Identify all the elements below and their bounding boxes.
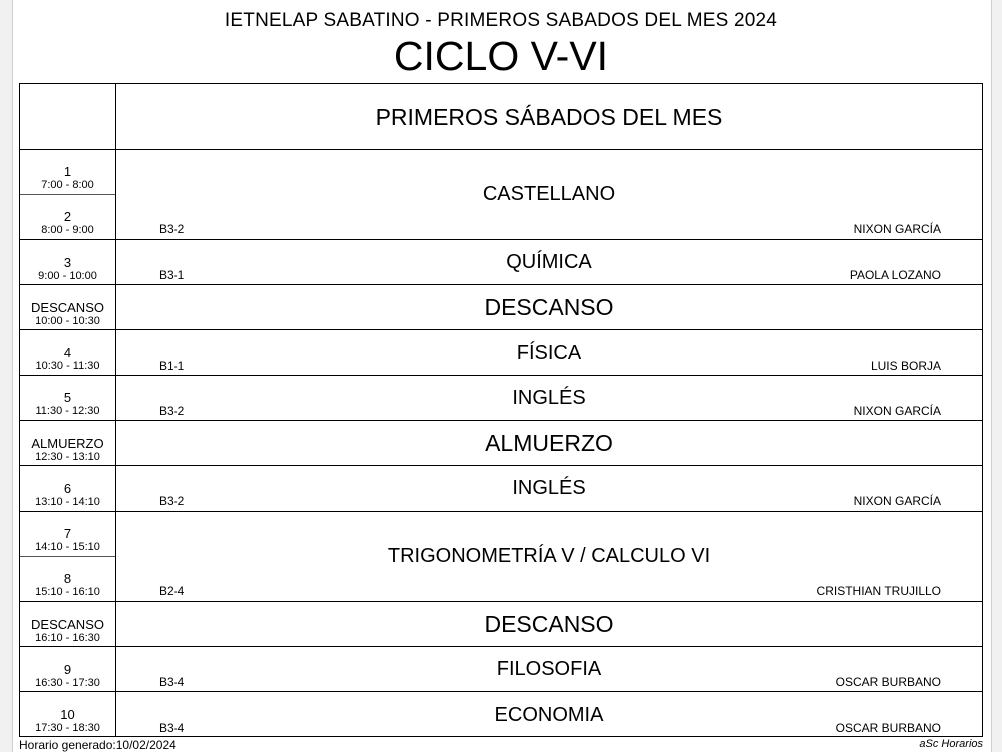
period-cell bbox=[20, 572, 115, 598]
period-label: DESCANSO bbox=[31, 617, 104, 632]
lunch-label: ALMUERZO bbox=[485, 430, 613, 456]
period-label: 5 bbox=[63, 390, 72, 405]
page-subtitle: IETNELAP SABATINO - PRIMEROS SABADOS DEL MES 2024 bbox=[224, 10, 778, 31]
period-time: 11:30 - 12:30 bbox=[35, 405, 100, 417]
period-cell bbox=[20, 210, 115, 236]
period-cell bbox=[20, 708, 115, 734]
period-label: 4 bbox=[63, 345, 72, 360]
period-divider bbox=[20, 194, 115, 195]
break-label: DESCANSO bbox=[484, 611, 614, 637]
lesson-subject: CASTELLANO bbox=[482, 183, 616, 205]
row-divider bbox=[20, 511, 982, 512]
lesson-subject: ECONOMIA bbox=[494, 704, 604, 726]
software-brand: aSc Horarios bbox=[919, 738, 983, 750]
period-cell bbox=[20, 165, 115, 191]
lesson-subject: INGLÉS bbox=[512, 387, 586, 409]
period-cell bbox=[20, 663, 115, 689]
period-label: 3 bbox=[63, 255, 72, 270]
period-cell bbox=[20, 527, 115, 553]
period-label: 7 bbox=[63, 526, 72, 541]
period-label: ALMUERZO bbox=[31, 436, 104, 451]
period-label: 10 bbox=[60, 707, 75, 722]
break-label: DESCANSO bbox=[484, 294, 614, 320]
period-time: 14:10 - 15:10 bbox=[35, 541, 100, 553]
period-cell bbox=[20, 301, 115, 327]
lesson-room: B3-2 bbox=[159, 404, 185, 418]
period-label: DESCANSO bbox=[31, 300, 104, 315]
lesson-subject: TRIGONOMETRÍA V / CALCULO VI bbox=[387, 545, 711, 567]
period-label: 1 bbox=[63, 164, 72, 179]
row-divider bbox=[20, 465, 982, 466]
period-time: 10:00 - 10:30 bbox=[35, 315, 100, 327]
period-label: 2 bbox=[63, 209, 72, 224]
lesson-room: B1-1 bbox=[159, 359, 185, 373]
period-cell bbox=[20, 346, 115, 372]
row-divider bbox=[20, 420, 982, 421]
period-time: 9:00 - 10:00 bbox=[38, 270, 97, 282]
lesson-subject: INGLÉS bbox=[512, 477, 586, 499]
period-time: 13:10 - 14:10 bbox=[35, 496, 100, 508]
period-cell bbox=[20, 618, 115, 644]
column-divider bbox=[115, 84, 116, 736]
lesson-room: B3-1 bbox=[159, 268, 185, 282]
lesson-teacher: PAOLA LOZANO bbox=[849, 268, 941, 282]
lesson-room: B3-4 bbox=[159, 675, 185, 689]
lesson-teacher: LUIS BORJA bbox=[870, 359, 941, 373]
period-label: 6 bbox=[63, 481, 72, 496]
period-time: 15:10 - 16:10 bbox=[35, 586, 100, 598]
period-label: 9 bbox=[63, 662, 72, 677]
period-time: 16:30 - 17:30 bbox=[35, 677, 100, 689]
column-header: PRIMEROS SÁBADOS DEL MES bbox=[375, 103, 723, 130]
lesson-subject: QUÍMICA bbox=[506, 251, 592, 273]
period-cell bbox=[20, 482, 115, 508]
lesson-room: B2-4 bbox=[159, 584, 185, 598]
lesson-teacher: CRISTHIAN TRUJILLO bbox=[816, 584, 941, 598]
lesson-room: B3-2 bbox=[159, 494, 185, 508]
timetable-grid bbox=[19, 83, 983, 737]
lesson-room: B3-2 bbox=[159, 222, 185, 236]
lesson-teacher: NIXON GARCÍA bbox=[853, 222, 941, 236]
period-time: 12:30 - 13:10 bbox=[35, 451, 100, 463]
period-cell bbox=[20, 391, 115, 417]
period-divider bbox=[20, 556, 115, 557]
period-label: 8 bbox=[63, 571, 72, 586]
row-divider bbox=[20, 691, 982, 692]
row-divider bbox=[20, 375, 982, 376]
row-divider bbox=[20, 284, 982, 285]
period-time: 10:30 - 11:30 bbox=[35, 360, 100, 372]
lesson-teacher: OSCAR BURBANO bbox=[835, 675, 941, 689]
lesson-teacher: NIXON GARCÍA bbox=[853, 494, 941, 508]
period-time: 16:10 - 16:30 bbox=[35, 632, 100, 644]
page-title: CICLO V-VI bbox=[393, 33, 609, 79]
period-time: 8:00 - 9:00 bbox=[41, 224, 94, 236]
row-divider bbox=[20, 329, 982, 330]
row-divider bbox=[20, 239, 982, 240]
row-divider bbox=[20, 646, 982, 647]
period-time: 17:30 - 18:30 bbox=[35, 722, 100, 734]
generated-date: Horario generado:10/02/2024 bbox=[19, 738, 176, 752]
period-cell bbox=[20, 256, 115, 282]
lesson-teacher: NIXON GARCÍA bbox=[853, 404, 941, 418]
lesson-teacher: OSCAR BURBANO bbox=[835, 721, 941, 735]
row-divider bbox=[20, 601, 982, 602]
lesson-subject: FÍSICA bbox=[516, 342, 582, 364]
lesson-room: B3-4 bbox=[159, 721, 185, 735]
lesson-subject: FILOSOFIA bbox=[496, 658, 602, 680]
period-time: 7:00 - 8:00 bbox=[41, 179, 94, 191]
period-cell bbox=[20, 437, 115, 463]
